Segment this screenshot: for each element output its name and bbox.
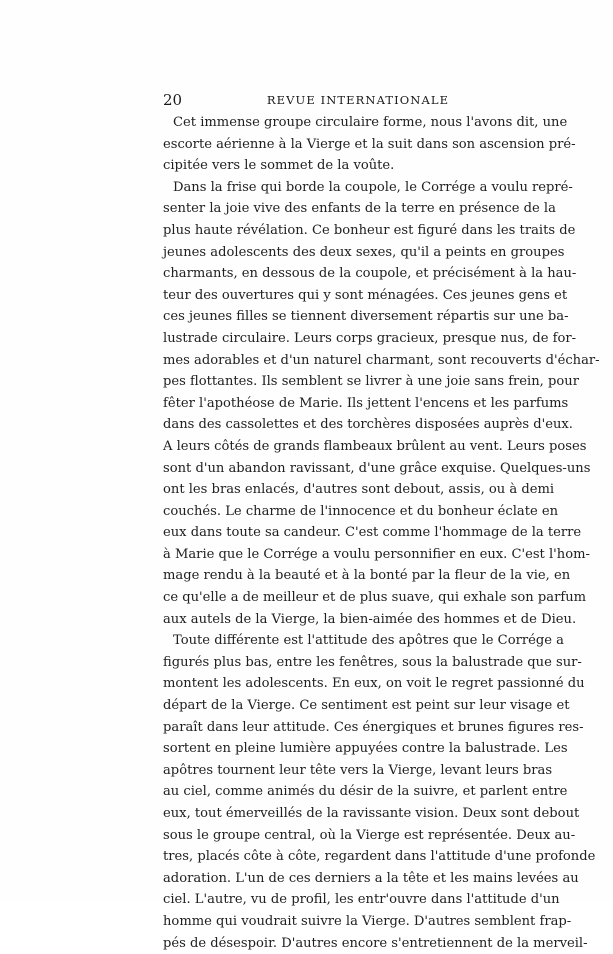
text-line: ciel. L'autre, vu de profil, les entr'ouvre dans l'attitude d'un bbox=[163, 892, 560, 908]
page-number: 20 bbox=[163, 91, 183, 109]
text-line: montent les adolescents. En eux, on voit le regret passionné du bbox=[163, 676, 585, 692]
text-line: paraît dans leur attitude. Ces énergiques et brunes figures res- bbox=[163, 719, 584, 735]
text-line: senter la joie vive des enfants de la terre en présence de la bbox=[163, 201, 556, 217]
text-line: pés de désespoir. D'autres encore s'entretiennent de la merveil- bbox=[163, 935, 588, 951]
paragraph bbox=[163, 177, 600, 630]
text-line: aux autels de la Vierge, la bien-aimée des hommes et de Dieu. bbox=[163, 611, 577, 627]
text-line: jeunes adolescents des deux sexes, qu'il a peints en groupes bbox=[163, 244, 565, 260]
text-line: départ de la Vierge. Ce sentiment est peint sur leur visage et bbox=[163, 698, 570, 714]
text-line: lustrade circulaire. Leurs corps gracieux, presque nus, de for- bbox=[163, 330, 577, 346]
text-line: Toute différente est l'attitude des apôtres que le Corrége a bbox=[173, 633, 564, 649]
text-line: Dans la frise qui borde la coupole, le Corrége a voulu repré- bbox=[173, 179, 573, 195]
text-line: escorte aérienne à la Vierge et la suit dans son ascension pré- bbox=[163, 136, 576, 152]
text-line: ce qu'elle a de meilleur et de plus suave, qui exhale son parfum bbox=[163, 590, 587, 606]
text-line: eux dans toute sa candeur. C'est comme l'hommage de la terre bbox=[163, 525, 582, 541]
running-title: REVUE INTERNATIONALE bbox=[266, 93, 450, 107]
text-line: Cet immense groupe circulaire forme, nous l'avons dit, une bbox=[173, 115, 568, 130]
text-line: sous le groupe central, où la Vierge est représentée. Deux au- bbox=[163, 827, 576, 843]
text-line: dans des cassolettes et des torchères disposées auprès d'eux. bbox=[163, 417, 573, 433]
text-line: tres, placés côte à côte, regardent dans l'attitude d'une profonde bbox=[163, 849, 596, 865]
text-line: mes adorables et d'un naturel charmant, sont recouverts d'échar- bbox=[163, 352, 600, 368]
text-line: ces jeunes filles se tiennent diversement répartis sur une ba- bbox=[163, 309, 569, 325]
text-line: figurés plus bas, entre les fenêtres, sous la balustrade que sur- bbox=[163, 654, 582, 670]
text-line: adoration. L'un de ces derniers a la tête et les mains levées au bbox=[163, 870, 579, 886]
paragraph bbox=[163, 630, 596, 954]
text-line: eux, tout émerveillés de la ravissante vision. Deux sont debout bbox=[163, 806, 580, 821]
page-header bbox=[163, 90, 553, 110]
text-line: fêter l'apothéose de Marie. Ils jettent l'encens et les parfums bbox=[163, 395, 569, 411]
text-line: charmants, en dessous de la coupole, et précisément à la hau- bbox=[163, 266, 577, 282]
text-line: sont d'un abandon ravissant, d'une grâce exquise. Quelques-uns bbox=[163, 460, 591, 476]
body-text bbox=[163, 112, 600, 954]
text-line: apôtres tournent leur tête vers la Vierge, levant leurs bras bbox=[163, 762, 553, 778]
text-line: A leurs côtés de grands flambeaux brûlent au vent. Leurs poses bbox=[163, 438, 587, 454]
text-line: au ciel, comme animés du désir de la suivre, et parlent entre bbox=[163, 784, 568, 800]
text-line: pes flottantes. Ils semblent se livrer à une joie sans frein, pour bbox=[163, 374, 579, 390]
text-line: plus haute révélation. Ce bonheur est figuré dans les traits de bbox=[163, 222, 576, 238]
text-line: ont les bras enlacés, d'autres sont debout, assis, ou à demi bbox=[163, 482, 555, 498]
text-line: mage rendu à la beauté et à la bonté par la fleur de la vie, en bbox=[163, 568, 571, 584]
text-line: homme qui voudrait suivre la Vierge. D'autres semblent frap- bbox=[163, 913, 572, 929]
text-line: couchés. Le charme de l'innocence et du bonheur éclate en bbox=[163, 503, 559, 519]
paragraph bbox=[163, 112, 576, 177]
text-line: sortent en pleine lumière appuyées contre la balustrade. Les bbox=[163, 741, 568, 757]
text-line: teur des ouvertures qui y sont ménagées. Ces jeunes gens et bbox=[163, 287, 568, 303]
text-line: cipitée vers le sommet de la voûte. bbox=[163, 158, 395, 174]
text-line: à Marie que le Corrége a voulu personnifier en eux. C'est l'hom- bbox=[163, 546, 590, 562]
